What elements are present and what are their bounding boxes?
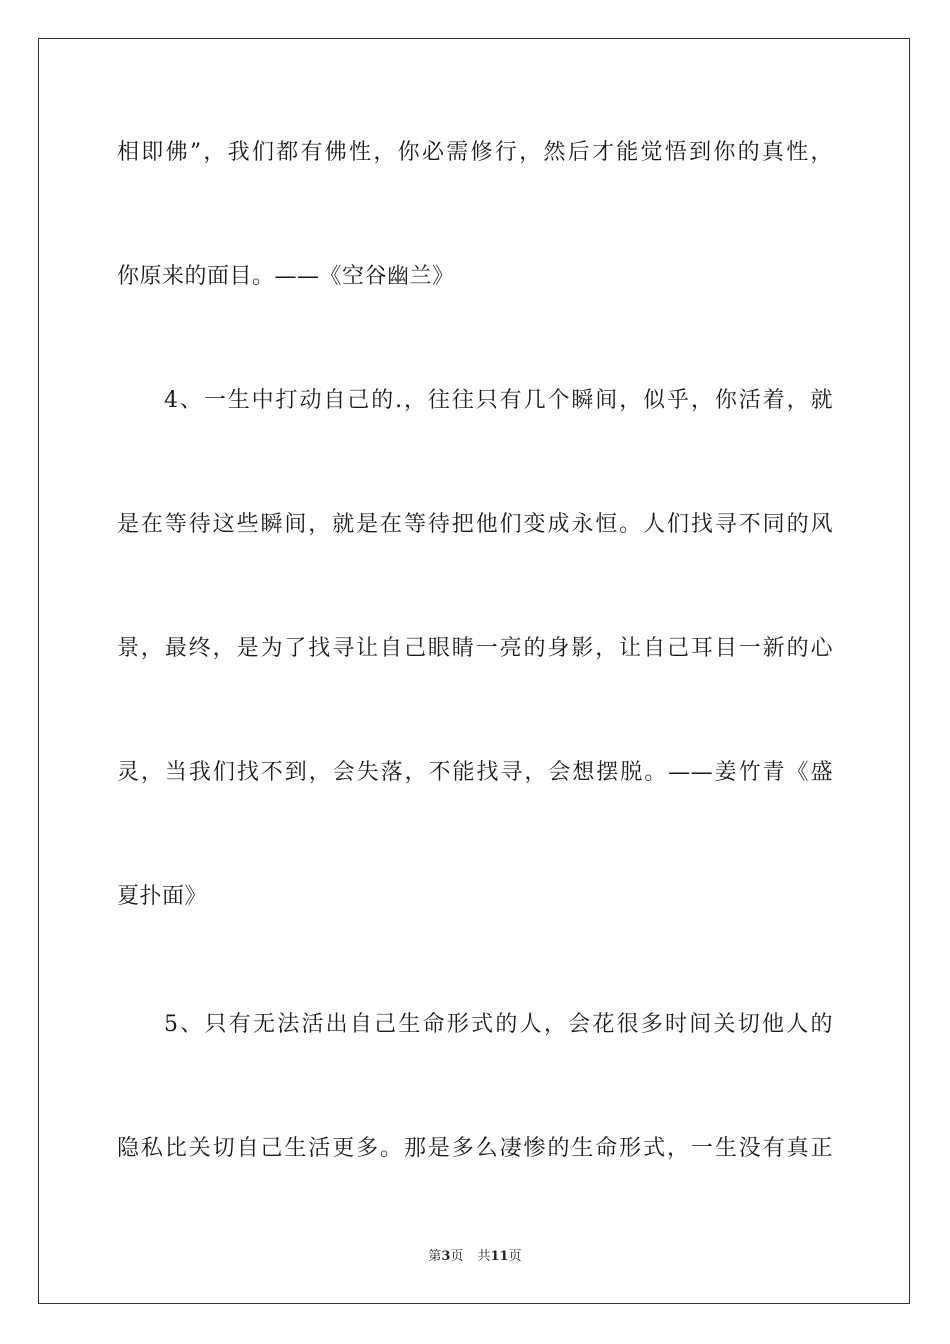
footer-total-number: 11 bbox=[490, 1249, 509, 1264]
paragraph-2-line-4: 灵，当我们找不到，会失落，不能找寻，会想摆脱。——姜竹青《盛 bbox=[117, 760, 833, 785]
paragraph-1-line-1: 相即佛”，我们都有佛性，你必需修行，然后才能觉悟到你的真性， bbox=[117, 140, 833, 165]
footer-total-prefix: 共 bbox=[477, 1249, 491, 1264]
page-footer bbox=[0, 1248, 950, 1266]
page-border bbox=[38, 38, 910, 1304]
paragraph-3-line-1: 5、只有无法活出自己生命形式的人，会花很多时间关切他人的 bbox=[164, 1012, 833, 1037]
paragraph-3-line-2: 隐私比关切自己生活更多。那是多么凄惨的生命形式，一生没有真正 bbox=[117, 1136, 833, 1161]
paragraph-2-line-1: 4、一生中打动自己的.，往往只有几个瞬间，似乎，你活着，就 bbox=[164, 388, 833, 413]
paragraph-2-line-2: 是在等待这些瞬间，就是在等待把他们变成永恒。人们找寻不同的风 bbox=[117, 512, 833, 537]
paragraph-1-line-2: 你原来的面目。——《空谷幽兰》 bbox=[117, 264, 455, 289]
paragraph-2-line-3: 景，最终，是为了找寻让自己眼睛一亮的身影，让自己耳目一新的心 bbox=[117, 636, 833, 661]
footer-page-number: 3 bbox=[441, 1249, 451, 1264]
footer-page-suffix: 页 bbox=[450, 1249, 464, 1264]
paragraph-2-line-5: 夏扑面》 bbox=[117, 884, 208, 909]
footer-total-suffix: 页 bbox=[508, 1249, 522, 1264]
footer-page-prefix: 第 bbox=[428, 1249, 442, 1264]
